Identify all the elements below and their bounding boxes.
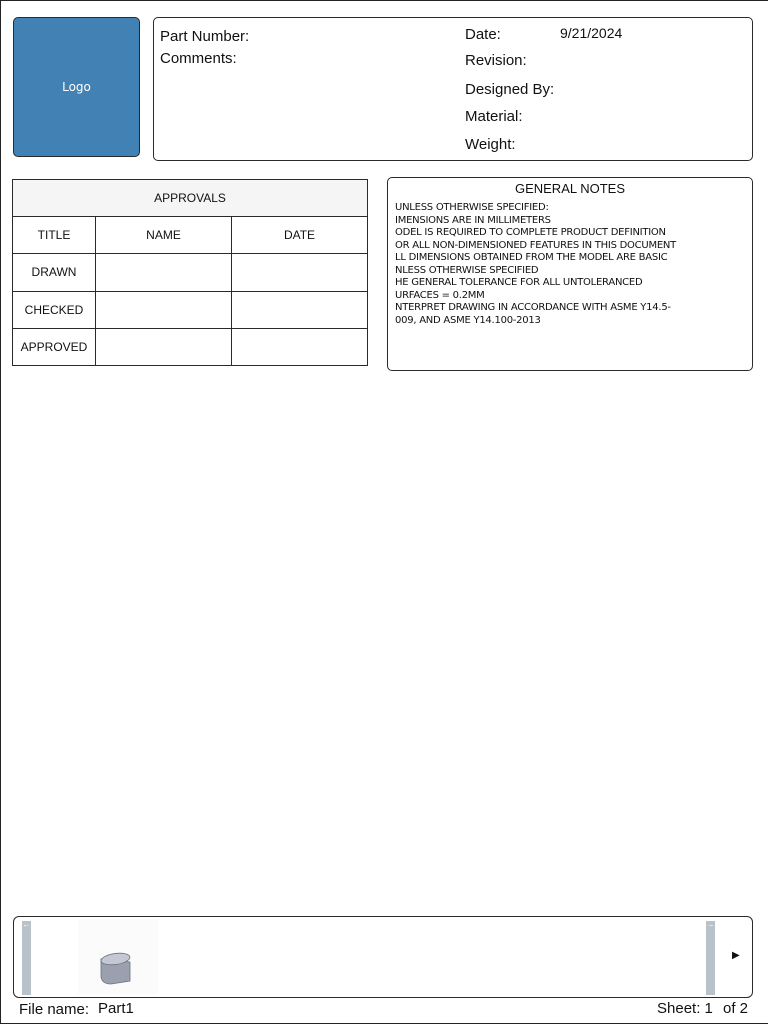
date-label: Date:: [465, 26, 501, 43]
note-line: ODEL IS REQUIRED TO COMPLETE PRODUCT DEFINITION: [395, 227, 666, 238]
general-notes-list: [395, 202, 750, 327]
approvals-column-row: [13, 217, 368, 254]
designed-by-label: Designed By:: [465, 81, 555, 98]
approved-name-cell[interactable]: [96, 328, 232, 365]
sheet-total: of 2: [723, 1000, 749, 1017]
note-line: NTERPRET DRAWING IN ACCORDANCE WITH ASME Y14.5-: [395, 302, 671, 313]
note-line: NLESS OTHERWISE SPECIFIED: [395, 264, 539, 276]
general-notes-title: GENERAL NOTES: [514, 181, 626, 196]
revision-label: Revision:: [465, 52, 527, 69]
table-row: [13, 291, 368, 328]
approved-date-cell[interactable]: [232, 328, 368, 365]
approvals-header-row: [13, 180, 368, 217]
part-thumbnail[interactable]: [78, 919, 158, 994]
note-line: URFACES = 0.2MM: [395, 289, 485, 301]
drawn-date-cell[interactable]: [232, 254, 368, 291]
checked-date-cell[interactable]: [232, 291, 368, 328]
approvals-table: [12, 179, 368, 366]
material-label: Material:: [465, 108, 523, 125]
drawn-name-cell[interactable]: [96, 254, 232, 291]
weight-label: Weight:: [465, 136, 516, 153]
note-line: IMENSIONS ARE IN MILLIMETERS: [395, 214, 551, 226]
note-line: UNLESS OTHERWISE SPECIFIED:: [395, 202, 549, 213]
note-line: LL DIMENSIONS OBTAINED FROM THE MODEL ARE BASIC: [395, 252, 668, 263]
column-name-header: NAME: [96, 217, 232, 254]
general-notes-box: [387, 177, 753, 371]
column-title-header: TITLE: [13, 217, 96, 254]
row-title-drawn: DRAWN: [13, 254, 96, 291]
column-date-header: DATE: [232, 217, 368, 254]
approvals-header: APPROVALS: [13, 180, 368, 217]
logo-label: Logo: [62, 80, 91, 94]
sheet-footer: [0, 1000, 768, 1022]
scroll-left-arrow-icon[interactable]: ←: [22, 920, 31, 929]
table-row: [13, 328, 368, 365]
file-name-label: File name:: [19, 1001, 90, 1018]
sheet-label: Sheet: 1: [657, 1000, 713, 1017]
part-thumbnail-icon: [98, 947, 134, 987]
date-value[interactable]: 9/21/2024: [560, 25, 623, 41]
row-title-approved: APPROVED: [13, 328, 96, 365]
note-line: 009, AND ASME Y14.100-2013: [395, 314, 541, 326]
comments-label: Comments:: [160, 50, 237, 67]
note-line: HE GENERAL TOLERANCE FOR ALL UNTOLERANCED: [395, 277, 643, 288]
logo-placeholder[interactable]: [13, 17, 140, 157]
table-row: [13, 254, 368, 291]
checked-name-cell[interactable]: [96, 291, 232, 328]
row-title-checked: CHECKED: [13, 291, 96, 328]
note-line: OR ALL NON-DIMENSIONED FEATURES IN THIS DOCUMENT: [395, 239, 676, 251]
title-block: [153, 17, 753, 161]
next-arrow-icon[interactable]: ▶: [732, 950, 740, 961]
scroll-right-arrow-icon[interactable]: →: [706, 920, 715, 929]
left-scrollbar[interactable]: [22, 921, 31, 995]
file-name-value: Part1: [98, 1000, 134, 1017]
part-number-label: Part Number:: [160, 28, 250, 45]
right-scrollbar[interactable]: [706, 921, 715, 995]
sheet-thumbnail-strip: [13, 916, 753, 998]
